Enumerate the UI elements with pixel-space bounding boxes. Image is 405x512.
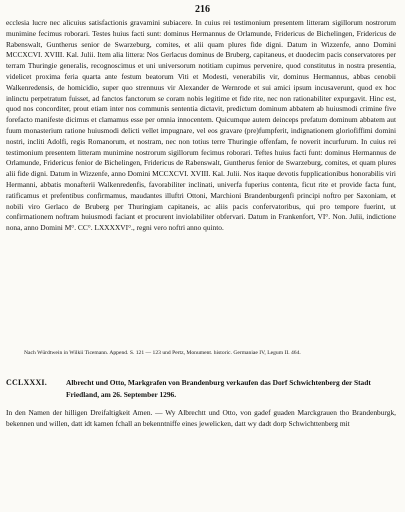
latin-charter-text: ecclesia lucre nec alicuius satisfactionis gravamini subiacere. In cuius rei testimonium presentem litteram sigillorum nostrorum munimine fecimus roborari. Testes huius facti sunt: dominus Hermannus de Orlamunde, Fridericus de Bichelingen, Fridericus de Rabenswalt, Guntherus senior de Swarzeburg, comites, et alii quam plures fide digni. Datum in Wizzenfe, anno Domini MCCXCVI. XVIII. Kal. Julii. Item alia littera: Nos Gerlacus dominus de Bruberg, capitaneus, et duodecim pacis conservatores per terram Thuringie generalis, recognoscimus et uni universorum notitiam cupimus pervenire, quod constitutus in nostra presentia, videlicet proxima feria quarta ante festum beatorum Viti et Modesti, venerabilis vir, dominus Hermannus, abbas cenobii Walkenredensis, de homicidio, super quo strennuus vir Alexander de Wernrode et sui amici ipsum incusaverunt, quod ex hoc inlinctu perpetratum fuisset, ad fanctos fanctorum se coram nobis legitime et fide rite, nec non rationabiliter expurgavit. Hinc est, quod nos concorditer, prout etiam inter nos communis sententia dictavit, predictum dominum abbatem ab huiusmodi crimine five forefacto manifeste dicimus et clamamus esse per omnia innocentem. Quicumque autem deinceps prefatum dominum abbatem aut fuum monasterium ratione huiusmodi delicti vellet impugnare, vel eos gravare (pre)fumpferit, indignationem gloriofiffimi domini nostri, incliti Adolfi, regis Romanorum, et nostram, nec non totius terre Thuringie offenfam, fe noverit incurfurum. In cuius rei testimonium presentem litteram munimine nostrorum sigillorum fecimus roborari. Teftes huius facti funt: dominus Hermannus de Orlamunde, Fridericus fenior de Bichelingen, Fridericus de Rabenswalt, Guntherus fenior de Swarzeburg, comites, et quam plures alii fide digni. Datum in Wizzenfe, anno Domini MCCXCVI. XVIII. Kal. Julii. Nos itaque devotis fupplicationibus honorabilis viri Hermanni, abbatis monafterii Walkenredenfis, favorabiliter inclinati, univerfa fuperius contenta, ficut rite et provide facta funt, ratificamus et prefentibus confirmamus, maudantes illuftri Ottoni, Marchioni Brandenburgenfi principi noftro per Saxoniam, et nobili viro Gerlaco de Bruberg per Thuringiam capitaneis, ac aliis pacis confervatoribus, qui pro tempore fuerint, ut confirmationem noftram huiusmodi faciant et procurent inviolabiliter obfervari. Datum in Frankenfort, VI°. Non. Julii, indictione nona, anno Domini M°. CC°. LXXXXVI°., regni vero noftri anno quinto. (6, 18, 396, 233)
document-number: CCLXXXI. (6, 378, 47, 387)
document-heading: Albrecht und Otto, Markgrafen von Brandenburg verkaufen das Dorf Schwichtenberg der Stadt Friedland, am 26. September 1296. (66, 378, 371, 399)
page-number: 216 (195, 4, 210, 15)
german-charter-text: In den Namen der hilligen Dreifaltigkeit Amen. — Wy Albrechtt und Otto, von gadef guaden Marckgrauen tho Brandenburgk, bekennen und willen, datt idt kamen fchall an bekenntniffe eines jewelicken, datt wy dadt dorp Schwichttenberg mit (6, 408, 396, 428)
source-footnote: Nach Würdtwein in Wilkii Ticemann. Append. S. 121 — 123 und Pertz, Monument. historic. Germaniae IV, Legum II. 464. (24, 350, 301, 356)
